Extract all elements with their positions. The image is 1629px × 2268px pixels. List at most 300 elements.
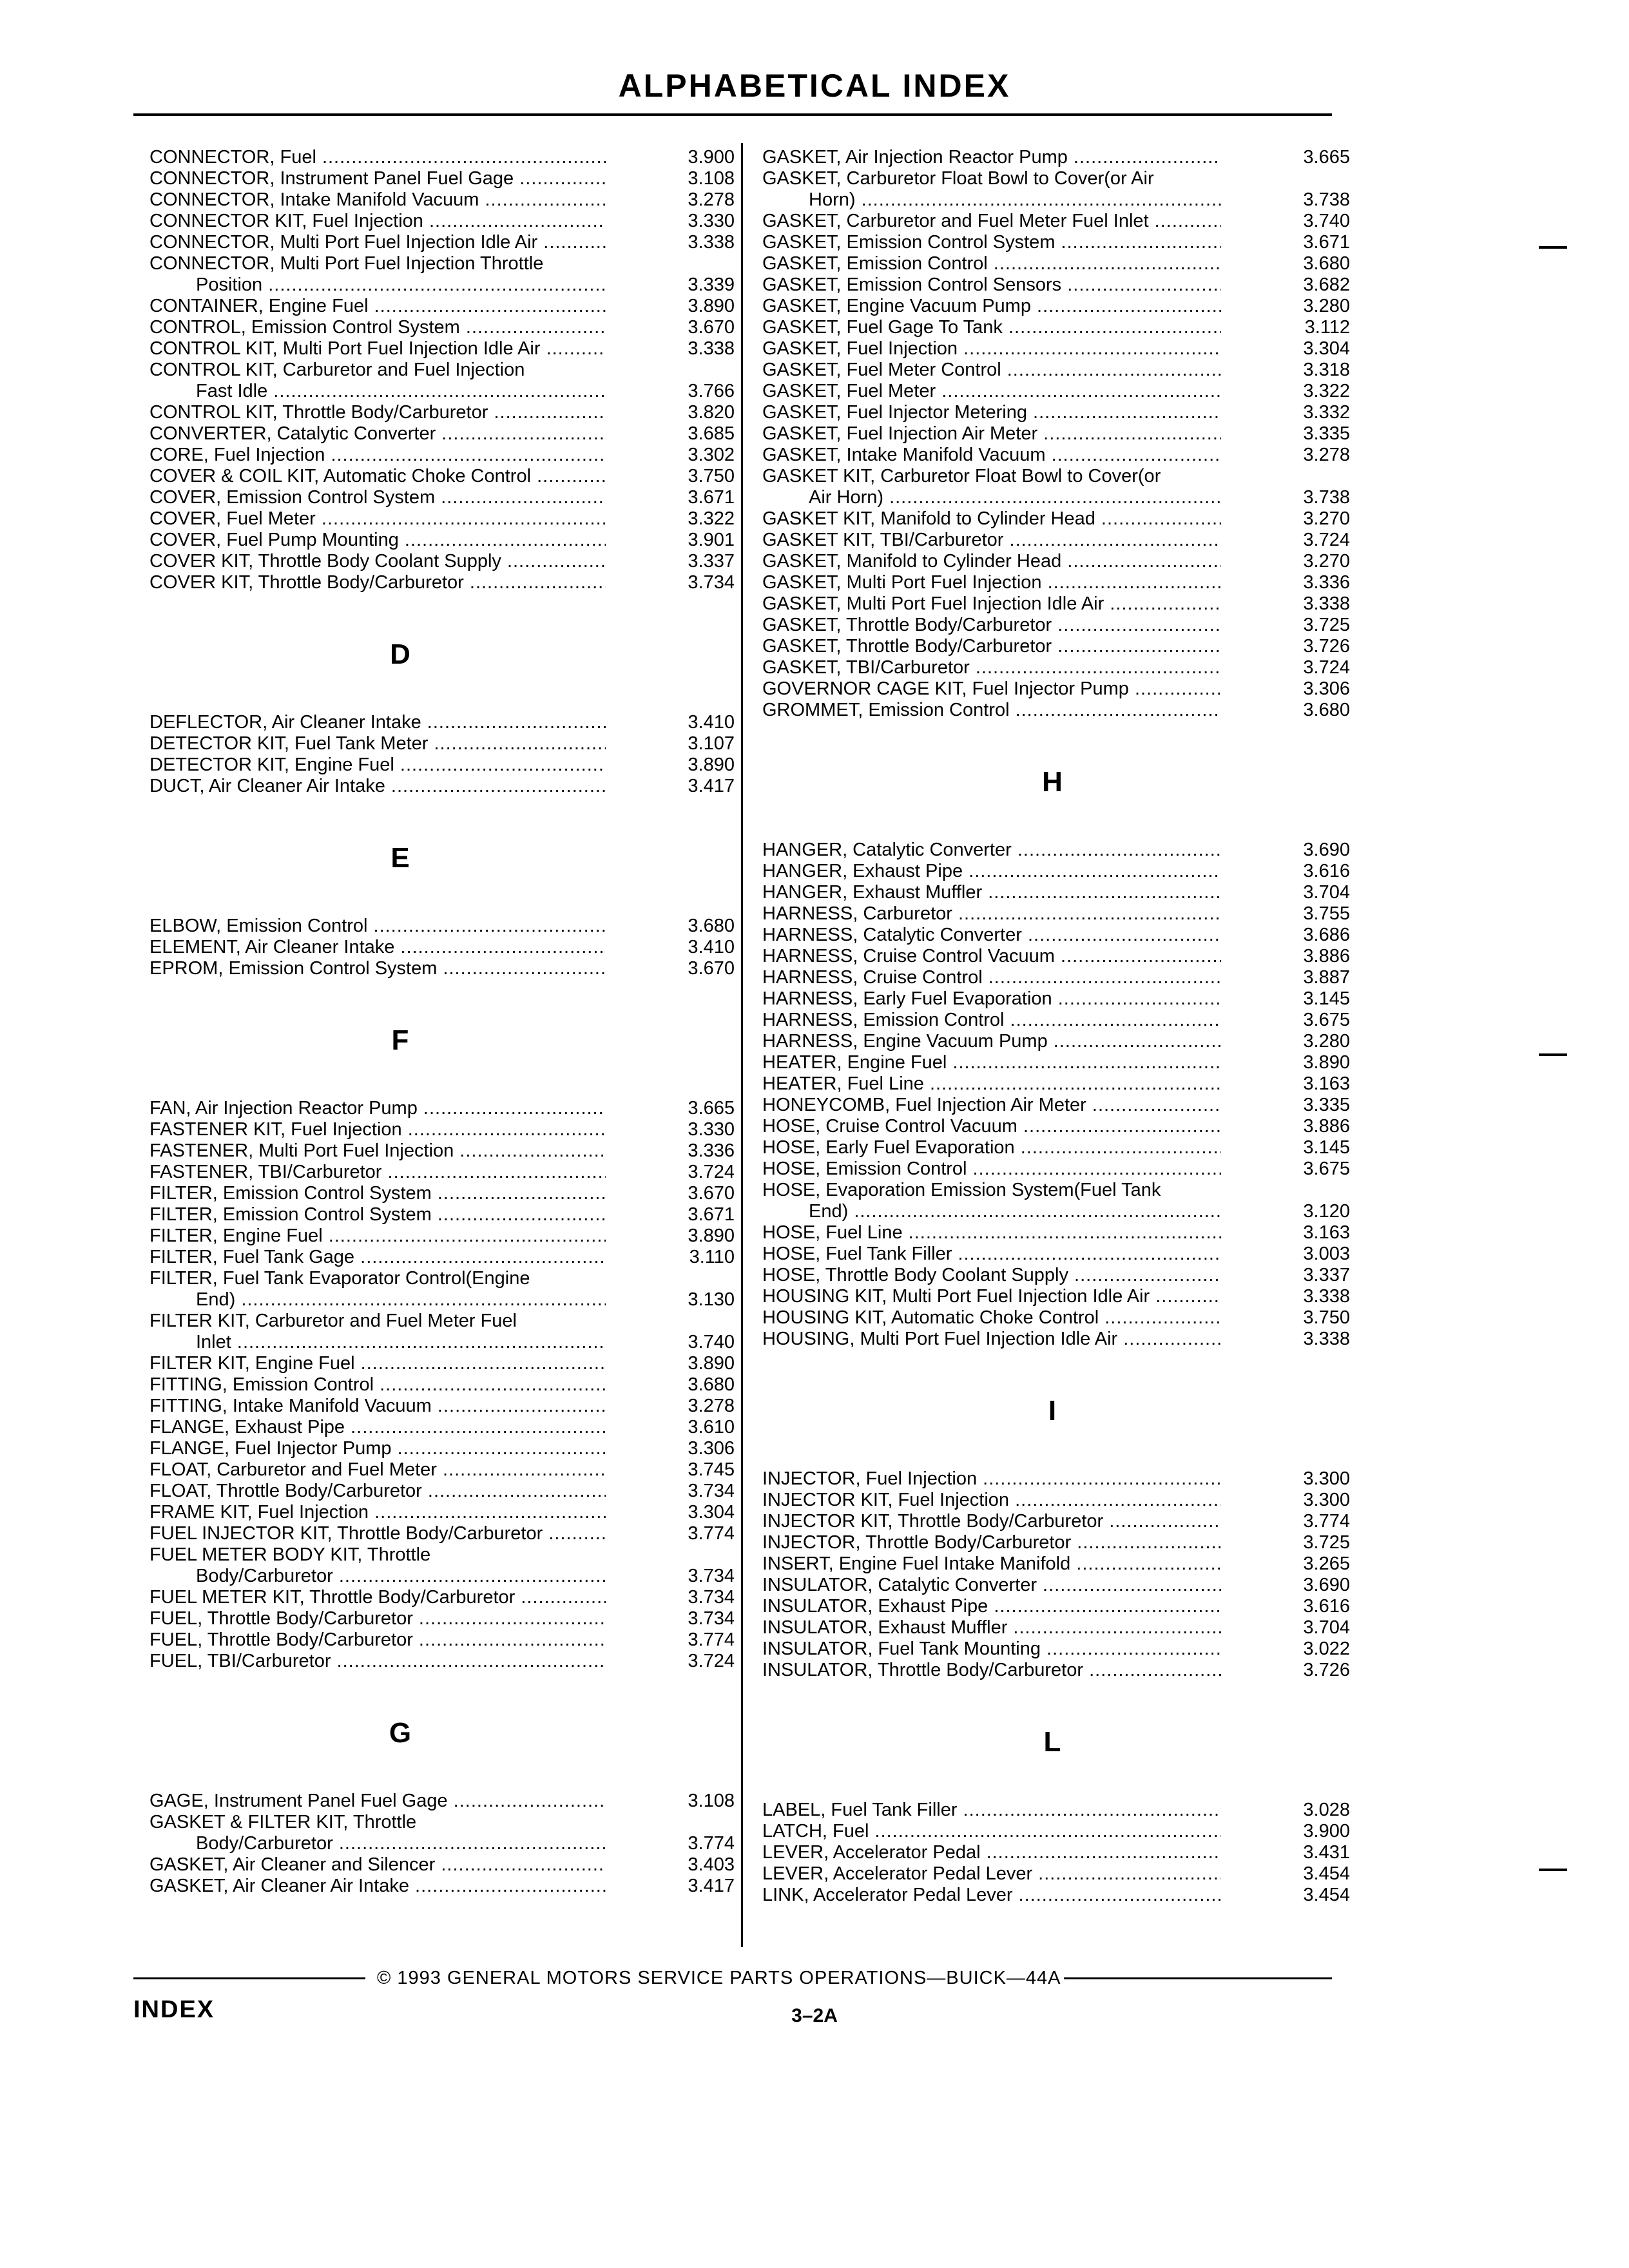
entry-page: 3.163 bbox=[1303, 1222, 1350, 1243]
entry-page: 3.724 bbox=[688, 1162, 735, 1182]
entry-text: CONNECTOR, Fuel ..... bbox=[149, 147, 606, 168]
index-entry bbox=[762, 1137, 1350, 1158]
index-entry bbox=[149, 1140, 735, 1162]
entry-text: INSERT, Engine Fuel Intake Manifold ..... bbox=[762, 1553, 1221, 1575]
entry-text: GASKET, Emission Control Sensors ..... bbox=[762, 274, 1221, 296]
index-entry bbox=[149, 1812, 735, 1854]
entry-text: HANGER, Exhaust Pipe ..... bbox=[762, 861, 1221, 882]
section-letter: E bbox=[390, 842, 410, 874]
entry-text: FITTING, Intake Manifold Vacuum ..... bbox=[149, 1396, 606, 1417]
entry-page: 3.022 bbox=[1303, 1639, 1350, 1659]
entry-page: 3.306 bbox=[1303, 678, 1350, 699]
entry-text: HEATER, Fuel Line ..... bbox=[762, 1073, 1221, 1095]
index-entry bbox=[762, 402, 1350, 423]
entry-page: 3.900 bbox=[688, 147, 735, 168]
entry-text: CONTROL KIT, Throttle Body/Carburetor ..... bbox=[149, 402, 606, 423]
index-entry bbox=[149, 776, 735, 797]
entry-page: 3.145 bbox=[1303, 1137, 1350, 1158]
index-entry bbox=[149, 754, 735, 776]
entry-page: 3.338 bbox=[688, 338, 735, 359]
index-entry bbox=[149, 1225, 735, 1247]
entry-text: GASKET, Manifold to Cylinder Head ..... bbox=[762, 551, 1221, 572]
index-entry bbox=[762, 168, 1350, 211]
entry-text: FASTENER, TBI/Carburetor ..... bbox=[149, 1162, 606, 1183]
entry-text: GASKET KIT, TBI/Carburetor ..... bbox=[762, 530, 1221, 551]
entry-text: Horn) ..... bbox=[762, 189, 1221, 211]
index-entry bbox=[149, 232, 735, 253]
index-entry bbox=[762, 466, 1350, 508]
entry-text: INSULATOR, Throttle Body/Carburetor ..... bbox=[762, 1660, 1221, 1681]
section-letter: F bbox=[391, 1024, 409, 1056]
index-entry bbox=[149, 1183, 735, 1204]
index-entry bbox=[762, 423, 1350, 445]
entry-page: 3.108 bbox=[688, 168, 735, 189]
entry-page: 3.304 bbox=[688, 1502, 735, 1523]
entry-text: DEFLECTOR, Air Cleaner Intake ..... bbox=[149, 712, 606, 733]
entry-page: 3.774 bbox=[688, 1523, 735, 1544]
entry-text: FUEL INJECTOR KIT, Throttle Body/Carburetor ..... bbox=[149, 1523, 606, 1544]
entry-text: End) ..... bbox=[762, 1201, 1221, 1222]
index-entry bbox=[762, 274, 1350, 296]
index-entry bbox=[762, 317, 1350, 338]
entry-page: 3.110 bbox=[689, 1247, 735, 1267]
entry-text: FLOAT, Carburetor and Fuel Meter ..... bbox=[149, 1459, 606, 1481]
entry-text: FASTENER KIT, Fuel Injection ..... bbox=[149, 1119, 606, 1140]
entry-text: HARNESS, Engine Vacuum Pump ..... bbox=[762, 1031, 1221, 1052]
entry-page: 3.335 bbox=[1303, 423, 1350, 444]
entry-page: 3.734 bbox=[688, 572, 735, 593]
entry-page: 3.107 bbox=[688, 733, 735, 754]
index-entry bbox=[762, 1490, 1350, 1511]
entry-text: INSULATOR, Catalytic Converter ..... bbox=[762, 1575, 1221, 1596]
entry-page: 3.332 bbox=[1303, 402, 1350, 423]
entry-page: 3.278 bbox=[1303, 445, 1350, 465]
index-entry bbox=[149, 168, 735, 189]
entry-text: GASKET, Multi Port Fuel Injection Idle Air ..... bbox=[762, 593, 1221, 615]
index-entry bbox=[762, 1842, 1350, 1863]
entry-text: LABEL, Fuel Tank Filler ..... bbox=[762, 1800, 1221, 1821]
entry-text: GOVERNOR CAGE KIT, Fuel Injector Pump ..... bbox=[762, 678, 1221, 700]
entry-page: 3.690 bbox=[1303, 1575, 1350, 1595]
index-entry bbox=[149, 402, 735, 423]
entry-text: FLANGE, Fuel Injector Pump ..... bbox=[149, 1438, 606, 1459]
entry-text: FASTENER, Multi Port Fuel Injection ..... bbox=[149, 1140, 606, 1162]
entry-page: 3.890 bbox=[688, 296, 735, 316]
index-entry bbox=[149, 551, 735, 572]
entry-text: DETECTOR KIT, Engine Fuel ..... bbox=[149, 754, 606, 776]
index-entry bbox=[762, 1863, 1350, 1885]
entry-page: 3.300 bbox=[1303, 1468, 1350, 1489]
entry-page: 3.724 bbox=[1303, 530, 1350, 550]
index-entry bbox=[762, 1244, 1350, 1265]
entry-page: 3.734 bbox=[688, 1587, 735, 1608]
index-entry bbox=[762, 1575, 1350, 1596]
entry-text: HOSE, Fuel Tank Filler ..... bbox=[762, 1244, 1221, 1265]
entry-text: LEVER, Accelerator Pedal ..... bbox=[762, 1842, 1221, 1863]
entry-page: 3.670 bbox=[688, 1183, 735, 1204]
entry-text: FLOAT, Throttle Body/Carburetor ..... bbox=[149, 1481, 606, 1502]
index-entry bbox=[762, 147, 1350, 168]
index-entry bbox=[762, 232, 1350, 253]
entry-text: CONNECTOR, Intake Manifold Vacuum ..... bbox=[149, 189, 606, 211]
entry-page: 3.671 bbox=[688, 1204, 735, 1225]
entry-text: HARNESS, Carburetor ..... bbox=[762, 903, 1221, 925]
entry-page: 3.338 bbox=[1303, 593, 1350, 614]
page-number: 3–2A bbox=[791, 2005, 838, 2026]
entry-page: 3.335 bbox=[1303, 1095, 1350, 1115]
index-entry bbox=[762, 381, 1350, 402]
footer-rule-right bbox=[1064, 1977, 1332, 1979]
entry-text: CONVERTER, Catalytic Converter ..... bbox=[149, 423, 606, 445]
entry-page: 3.671 bbox=[1303, 232, 1350, 253]
entry-page: 3.163 bbox=[1303, 1073, 1350, 1094]
entry-page: 3.724 bbox=[1303, 657, 1350, 678]
entry-text: COVER, Emission Control System ..... bbox=[149, 487, 606, 508]
index-entry bbox=[762, 1532, 1350, 1553]
index-column-left bbox=[149, 147, 735, 1897]
entry-text: COVER, Fuel Meter ..... bbox=[149, 508, 606, 530]
entry-text: CONNECTOR, Instrument Panel Fuel Gage ..... bbox=[149, 168, 606, 189]
index-section bbox=[149, 1698, 735, 1897]
entry-text: HOUSING, Multi Port Fuel Injection Idle Air ..... bbox=[762, 1329, 1221, 1350]
index-entry bbox=[762, 253, 1350, 274]
entry-page: 3.417 bbox=[688, 776, 735, 796]
entry-text: HARNESS, Cruise Control ..... bbox=[762, 967, 1221, 988]
index-entry bbox=[762, 1010, 1350, 1031]
entry-page: 3.270 bbox=[1303, 551, 1350, 572]
entry-page: 3.734 bbox=[688, 1608, 735, 1629]
index-entry bbox=[762, 903, 1350, 925]
entry-text: FILTER, Engine Fuel ..... bbox=[149, 1225, 606, 1247]
entry-text: HOUSING KIT, Multi Port Fuel Injection Idle Air ..... bbox=[762, 1286, 1221, 1307]
entry-page: 3.734 bbox=[688, 1566, 735, 1586]
index-entry bbox=[149, 1268, 735, 1311]
entry-page: 3.145 bbox=[1303, 988, 1350, 1009]
index-entry bbox=[149, 916, 735, 937]
index-section bbox=[762, 747, 1350, 1350]
index-entry bbox=[762, 211, 1350, 232]
entry-text: HANGER, Catalytic Converter ..... bbox=[762, 840, 1221, 861]
margin-tick bbox=[1539, 1053, 1567, 1056]
entry-page: 3.725 bbox=[1303, 615, 1350, 635]
index-entry bbox=[762, 1639, 1350, 1660]
entry-page: 3.280 bbox=[1303, 296, 1350, 316]
entry-text: FUEL METER KIT, Throttle Body/Carburetor ..... bbox=[149, 1587, 606, 1608]
entry-text: INSULATOR, Exhaust Muffler ..... bbox=[762, 1617, 1221, 1639]
entry-text: INJECTOR KIT, Throttle Body/Carburetor ..... bbox=[762, 1511, 1221, 1532]
entry-page: 3.890 bbox=[688, 1353, 735, 1374]
index-entry bbox=[149, 530, 735, 551]
index-entry bbox=[149, 1608, 735, 1629]
entry-page: 3.900 bbox=[1303, 1821, 1350, 1841]
index-entry bbox=[149, 445, 735, 466]
entry-text: Position ..... bbox=[149, 274, 606, 296]
entry-page: 3.410 bbox=[688, 937, 735, 957]
entry-page: 3.887 bbox=[1303, 967, 1350, 988]
entry-text: FILTER, Emission Control System ..... bbox=[149, 1204, 606, 1225]
entry-text: GASKET, Fuel Meter Control ..... bbox=[762, 360, 1221, 381]
index-entry bbox=[149, 1396, 735, 1417]
index-entry bbox=[149, 572, 735, 593]
index-entry bbox=[762, 882, 1350, 903]
entry-text: GASKET, Air Cleaner Air Intake ..... bbox=[149, 1876, 606, 1897]
entry-page: 3.886 bbox=[1303, 1116, 1350, 1137]
index-entry bbox=[762, 1596, 1350, 1617]
entry-text: COVER, Fuel Pump Mounting ..... bbox=[149, 530, 606, 551]
entry-text: Body/Carburetor ..... bbox=[149, 1833, 606, 1854]
entry-text: INJECTOR, Throttle Body/Carburetor ..... bbox=[762, 1532, 1221, 1553]
margin-tick bbox=[1539, 246, 1567, 249]
entry-page: 3.680 bbox=[1303, 253, 1350, 274]
index-entry bbox=[762, 657, 1350, 678]
index-entry bbox=[762, 530, 1350, 551]
entry-page: 3.278 bbox=[688, 1396, 735, 1416]
index-entry bbox=[149, 1587, 735, 1608]
entry-page: 3.318 bbox=[1303, 360, 1350, 380]
entry-text: HEATER, Engine Fuel ..... bbox=[762, 1052, 1221, 1073]
entry-text: DETECTOR KIT, Fuel Tank Meter ..... bbox=[149, 733, 606, 754]
index-entry bbox=[149, 1119, 735, 1140]
index-entry bbox=[149, 466, 735, 487]
section-letter: D bbox=[390, 639, 410, 670]
index-entry bbox=[149, 712, 735, 733]
index-entry bbox=[149, 147, 735, 168]
entry-text: EPROM, Emission Control System ..... bbox=[149, 958, 606, 979]
entry-text: FUEL, TBI/Carburetor ..... bbox=[149, 1651, 606, 1672]
entry-page: 3.338 bbox=[1303, 1286, 1350, 1307]
entry-page: 3.774 bbox=[688, 1629, 735, 1650]
entry-page: 3.670 bbox=[688, 958, 735, 979]
index-entry bbox=[149, 1854, 735, 1876]
index-entry bbox=[762, 1031, 1350, 1052]
entry-page: 3.704 bbox=[1303, 1617, 1350, 1638]
entry-text: GASKET, Air Injection Reactor Pump ..... bbox=[762, 147, 1221, 168]
entry-text: GASKET, Emission Control ..... bbox=[762, 253, 1221, 274]
entry-page: 3.338 bbox=[1303, 1329, 1350, 1349]
index-entry bbox=[149, 937, 735, 958]
entry-page: 3.671 bbox=[688, 487, 735, 508]
entry-page: 3.003 bbox=[1303, 1244, 1350, 1264]
index-entry bbox=[149, 1204, 735, 1225]
index-section bbox=[149, 147, 735, 593]
entry-text: HARNESS, Cruise Control Vacuum ..... bbox=[762, 946, 1221, 967]
index-column-right bbox=[762, 147, 1350, 1906]
entry-text: LINK, Accelerator Pedal Lever ..... bbox=[762, 1885, 1221, 1906]
entry-page: 3.726 bbox=[1303, 636, 1350, 657]
entry-text: FILTER, Fuel Tank Evaporator Control(Engine bbox=[149, 1268, 530, 1289]
entry-page: 3.750 bbox=[688, 466, 735, 486]
entry-page: 3.330 bbox=[688, 211, 735, 231]
index-entry bbox=[149, 1523, 735, 1544]
index-entry bbox=[762, 1511, 1350, 1532]
section-label: INDEX bbox=[133, 1996, 215, 2023]
entry-page: 3.454 bbox=[1303, 1863, 1350, 1884]
index-entry bbox=[762, 1617, 1350, 1639]
index-entry bbox=[762, 1095, 1350, 1116]
entry-page: 3.890 bbox=[1303, 1052, 1350, 1073]
index-entry bbox=[762, 1286, 1350, 1307]
entry-page: 3.265 bbox=[1303, 1553, 1350, 1574]
index-entry bbox=[762, 296, 1350, 317]
entry-page: 3.738 bbox=[1303, 487, 1350, 508]
index-entry bbox=[762, 1800, 1350, 1821]
index-entry bbox=[762, 988, 1350, 1010]
entry-page: 3.330 bbox=[688, 1119, 735, 1140]
entry-text: INJECTOR, Fuel Injection ..... bbox=[762, 1468, 1221, 1490]
entry-page: 3.130 bbox=[688, 1289, 735, 1310]
section-letter: I bbox=[1048, 1395, 1057, 1427]
index-entry bbox=[149, 1417, 735, 1438]
entry-text: ELBOW, Emission Control ..... bbox=[149, 916, 606, 937]
entry-text: GASKET & FILTER KIT, Throttle bbox=[149, 1812, 417, 1832]
entry-page: 3.886 bbox=[1303, 946, 1350, 966]
index-entry bbox=[762, 1158, 1350, 1180]
section-letter: L bbox=[1043, 1726, 1061, 1758]
entry-text: COVER KIT, Throttle Body Coolant Supply ..... bbox=[149, 551, 606, 572]
entry-page: 3.724 bbox=[688, 1651, 735, 1671]
index-entry bbox=[149, 338, 735, 360]
index-entry bbox=[149, 296, 735, 317]
index-entry bbox=[762, 678, 1350, 700]
index-entry bbox=[762, 1052, 1350, 1073]
entry-page: 3.417 bbox=[688, 1876, 735, 1896]
entry-text: GASKET KIT, Manifold to Cylinder Head ..... bbox=[762, 508, 1221, 530]
entry-page: 3.755 bbox=[1303, 903, 1350, 924]
entry-page: 3.112 bbox=[1304, 317, 1350, 338]
entry-text: CORE, Fuel Injection ..... bbox=[149, 445, 606, 466]
index-entry bbox=[762, 967, 1350, 988]
index-entry bbox=[762, 946, 1350, 967]
entry-text: GASKET, Emission Control System ..... bbox=[762, 232, 1221, 253]
entry-text: Inlet ..... bbox=[149, 1332, 606, 1353]
entry-page: 3.338 bbox=[688, 232, 735, 253]
index-entry bbox=[149, 317, 735, 338]
index-entry bbox=[149, 1247, 735, 1268]
entry-text: GASKET KIT, Carburetor Float Bowl to Cover(or bbox=[762, 466, 1161, 486]
index-entry bbox=[149, 733, 735, 754]
entry-page: 3.774 bbox=[1303, 1511, 1350, 1532]
index-entry bbox=[149, 1438, 735, 1459]
entry-page: 3.774 bbox=[688, 1833, 735, 1854]
index-entry bbox=[149, 508, 735, 530]
index-entry bbox=[762, 1073, 1350, 1095]
entry-text: GASKET, Fuel Injection Air Meter ..... bbox=[762, 423, 1221, 445]
entry-text: COVER KIT, Throttle Body/Carburetor ..... bbox=[149, 572, 606, 593]
entry-text: FILTER KIT, Carburetor and Fuel Meter Fuel bbox=[149, 1311, 517, 1331]
entry-page: 3.665 bbox=[1303, 147, 1350, 168]
entry-text: LEVER, Accelerator Pedal Lever ..... bbox=[762, 1863, 1221, 1885]
index-entry bbox=[762, 445, 1350, 466]
entry-text: FUEL, Throttle Body/Carburetor ..... bbox=[149, 1608, 606, 1629]
entry-page: 3.750 bbox=[1303, 1307, 1350, 1328]
entry-text: HARNESS, Emission Control ..... bbox=[762, 1010, 1221, 1031]
entry-text: HOUSING KIT, Automatic Choke Control ..... bbox=[762, 1307, 1221, 1329]
entry-page: 3.665 bbox=[688, 1098, 735, 1119]
index-entry bbox=[149, 1791, 735, 1812]
index-entry bbox=[149, 1098, 735, 1119]
entry-page: 3.336 bbox=[1303, 572, 1350, 593]
index-section bbox=[149, 823, 735, 979]
title-rule bbox=[133, 113, 1332, 116]
entry-page: 3.280 bbox=[1303, 1031, 1350, 1052]
index-section bbox=[149, 1005, 735, 1672]
entry-text: FILTER KIT, Engine Fuel ..... bbox=[149, 1353, 606, 1374]
index-entry bbox=[149, 1651, 735, 1672]
index-entry bbox=[149, 1311, 735, 1353]
entry-page: 3.670 bbox=[688, 317, 735, 338]
entry-text: GAGE, Instrument Panel Fuel Gage ..... bbox=[149, 1791, 606, 1812]
entry-text: GASKET, Carburetor Float Bowl to Cover(or Air bbox=[762, 168, 1154, 189]
entry-page: 3.304 bbox=[1303, 338, 1350, 359]
entry-page: 3.704 bbox=[1303, 882, 1350, 903]
entry-page: 3.322 bbox=[688, 508, 735, 529]
entry-text: CONNECTOR KIT, Fuel Injection ..... bbox=[149, 211, 606, 232]
index-entry bbox=[762, 1468, 1350, 1490]
index-entry bbox=[762, 1660, 1350, 1681]
entry-text: FRAME KIT, Fuel Injection ..... bbox=[149, 1502, 606, 1523]
entry-page: 3.300 bbox=[1303, 1490, 1350, 1510]
entry-page: 3.766 bbox=[688, 381, 735, 401]
entry-text: FILTER, Emission Control System ..... bbox=[149, 1183, 606, 1204]
index-entry bbox=[762, 338, 1350, 360]
entry-text: COVER & COIL KIT, Automatic Choke Control ..... bbox=[149, 466, 606, 487]
index-entry bbox=[149, 253, 735, 296]
index-entry bbox=[762, 1307, 1350, 1329]
index-entry bbox=[149, 211, 735, 232]
entry-page: 3.725 bbox=[1303, 1532, 1350, 1553]
entry-page: 3.685 bbox=[688, 423, 735, 444]
entry-page: 3.410 bbox=[688, 712, 735, 733]
entry-text: LATCH, Fuel ..... bbox=[762, 1821, 1221, 1842]
entry-page: 3.890 bbox=[688, 1225, 735, 1246]
index-entry bbox=[762, 840, 1350, 861]
entry-text: Fast Idle ..... bbox=[149, 381, 606, 402]
page-title: ALPHABETICAL INDEX bbox=[618, 68, 1011, 104]
entry-text: GROMMET, Emission Control ..... bbox=[762, 700, 1221, 721]
entry-page: 3.306 bbox=[688, 1438, 735, 1459]
entry-text: Body/Carburetor ..... bbox=[149, 1566, 606, 1587]
index-entry bbox=[762, 572, 1350, 593]
index-entry bbox=[149, 1162, 735, 1183]
column-divider bbox=[741, 143, 743, 1947]
entry-page: 3.108 bbox=[688, 1791, 735, 1811]
entry-page: 3.120 bbox=[1303, 1201, 1350, 1222]
entry-page: 3.745 bbox=[688, 1459, 735, 1480]
entry-text: GASKET, Throttle Body/Carburetor ..... bbox=[762, 615, 1221, 636]
index-entry bbox=[762, 551, 1350, 572]
entry-text: FILTER, Fuel Tank Gage ..... bbox=[149, 1247, 606, 1268]
entry-page: 3.726 bbox=[1303, 1660, 1350, 1680]
index-entry bbox=[149, 360, 735, 402]
entry-page: 3.740 bbox=[688, 1332, 735, 1352]
entry-page: 3.738 bbox=[1303, 189, 1350, 210]
entry-text: GASKET, Engine Vacuum Pump ..... bbox=[762, 296, 1221, 317]
entry-page: 3.820 bbox=[688, 402, 735, 423]
entry-text: Air Horn) ..... bbox=[762, 487, 1221, 508]
index-entry bbox=[762, 593, 1350, 615]
index-entry bbox=[762, 1821, 1350, 1842]
entry-text: DUCT, Air Cleaner Air Intake ..... bbox=[149, 776, 606, 797]
entry-page: 3.616 bbox=[1303, 1596, 1350, 1617]
entry-text: HOSE, Early Fuel Evaporation ..... bbox=[762, 1137, 1221, 1158]
entry-page: 3.278 bbox=[688, 189, 735, 210]
index-entry bbox=[149, 1353, 735, 1374]
entry-text: CONTAINER, Engine Fuel ..... bbox=[149, 296, 606, 317]
entry-text: GASKET, Multi Port Fuel Injection ..... bbox=[762, 572, 1221, 593]
index-entry bbox=[149, 423, 735, 445]
index-entry bbox=[762, 1553, 1350, 1575]
entry-text: GASKET, Carburetor and Fuel Meter Fuel Inlet ..... bbox=[762, 211, 1221, 232]
